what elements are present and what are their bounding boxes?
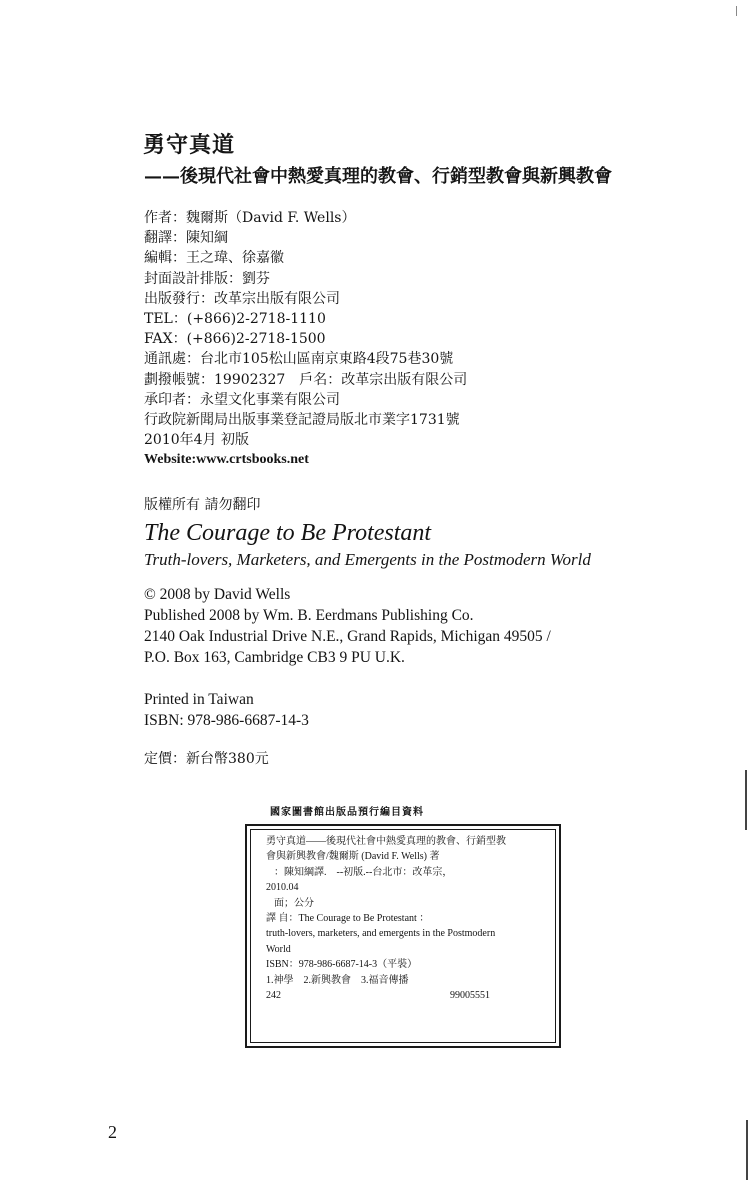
cip-line: 2010.04 [266, 882, 299, 894]
cip-line: 勇守真道——後現代社會中熱愛真理的教會、行銷型教 [266, 836, 506, 847]
account-line: 劃撥帳號：19902327 戶名：改革宗出版有限公司 [144, 371, 468, 388]
chinese-title: 勇守真道 [143, 132, 236, 158]
printer-line: 承印者：永望文化事業有限公司 [144, 391, 340, 408]
cip-class-number: 242 [266, 989, 281, 1001]
publication-metadata [144, 208, 467, 470]
cip-heading: 國家圖書館出版品預行編目資料 [270, 807, 424, 818]
translator-line: 翻譯：陳知綱 [144, 230, 228, 247]
fax-line: FAX：(+866)2-2718-1500 [144, 331, 326, 348]
price-line: 定價：新台幣380元 [144, 751, 269, 767]
copyright-line: © 2008 by David Wells [144, 586, 291, 603]
english-subtitle: Truth-lovers, Marketers, and Emergents in the Postmodern World [144, 550, 591, 569]
cip-numbers-row [266, 988, 490, 1003]
publisher-line: 出版發行：改革宗出版有限公司 [144, 290, 340, 307]
cip-line: 1.神學 2.新興教會 3.福音傳播 [266, 974, 409, 986]
scan-edge-mark [745, 770, 747, 830]
isbn-line: ISBN: 978-986-6687-14-3 [144, 712, 309, 729]
rights-notice: 版權所有 請勿翻印 [144, 497, 261, 513]
website-line: Website:www.crtsbooks.net [144, 452, 309, 468]
author-line: 作者：魏爾斯（David F. Wells） [144, 210, 356, 226]
registration-line: 行政院新聞局出版事業登記證局版北市業字1731號 [144, 411, 460, 428]
edition-line: 2010年4月 初版 [144, 432, 249, 449]
cip-line: 會與新興教會/魏爾斯 (David F. Wells) 著 [266, 851, 440, 863]
cip-line: ISBN：978-986-6687-14-3（平裝） [266, 959, 418, 971]
cip-line: World [266, 943, 291, 955]
scan-edge-mark [736, 6, 737, 16]
page-number: 2 [108, 1122, 117, 1142]
cip-line: truth-lovers, marketers, and emergents in the Postmodern [266, 928, 496, 940]
cip-line: 譯 自：The Courage to Be Protestant ： [266, 912, 430, 924]
address-line: 通訊處：台北市105松山區南京東路4段75巷30號 [144, 351, 454, 368]
cover-design-line: 封面設計排版：劉芬 [144, 270, 270, 287]
chinese-subtitle: ——後現代社會中熱愛真理的教會、行銷型教會與新興教會 [144, 166, 612, 187]
cip-record [266, 834, 506, 1003]
english-title: The Courage to Be Protestant [144, 520, 432, 546]
printed-in-line: Printed in Taiwan [144, 691, 254, 708]
us-address-line: 2140 Oak Industrial Drive N.E., Grand Rapids, Michigan 49505 / [144, 628, 551, 645]
uk-address-line: P.O. Box 163, Cambridge CB3 9 PU U.K. [144, 649, 405, 666]
published-line: Published 2008 by Wm. B. Eerdmans Publishing Co. [144, 607, 474, 624]
scan-edge-mark [746, 1120, 748, 1180]
cip-line: ：陳知綱譯. --初版.--台北市：改革宗， [274, 866, 453, 878]
cip-record-number: 99005551 [450, 989, 490, 1001]
tel-line: TEL：(+866)2-2718-1110 [144, 310, 326, 327]
editor-line: 編輯：王之瑋、徐嘉徽 [144, 250, 284, 267]
cip-line: 面；公分 [274, 897, 314, 909]
print-info [144, 689, 309, 731]
original-publisher-info [144, 584, 551, 668]
